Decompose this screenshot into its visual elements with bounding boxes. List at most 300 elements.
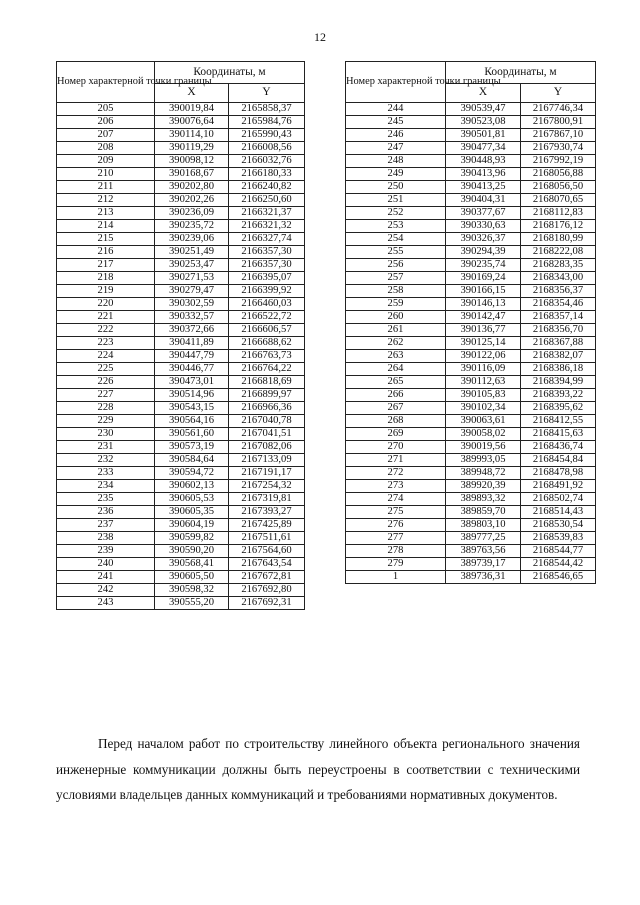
cell-point-number: 263 [346, 350, 446, 363]
cell-y: 2168544,42 [521, 558, 596, 571]
cell-point-number: 233 [57, 467, 155, 480]
header-x: X [155, 84, 229, 103]
cell-point-number: 1 [346, 571, 446, 584]
cell-x: 390377,67 [446, 207, 521, 220]
header-y: Y [521, 84, 596, 103]
cell-point-number: 278 [346, 545, 446, 558]
cell-x: 390605,53 [155, 493, 229, 506]
table-row [57, 207, 305, 220]
cell-x: 389993,05 [446, 454, 521, 467]
cell-point-number: 256 [346, 259, 446, 272]
table-row [346, 454, 596, 467]
cell-x: 390239,06 [155, 233, 229, 246]
table-row [57, 129, 305, 142]
cell-x: 390514,96 [155, 389, 229, 402]
cell-x: 390539,47 [446, 103, 521, 116]
header-coordinates: Координаты, м [446, 62, 596, 84]
cell-y: 2166818,69 [229, 376, 305, 389]
table-row [346, 311, 596, 324]
table-row [57, 402, 305, 415]
page-number: 12 [314, 30, 326, 44]
cell-point-number: 208 [57, 142, 155, 155]
cell-x: 390590,20 [155, 545, 229, 558]
table-row [57, 337, 305, 350]
table-row [346, 155, 596, 168]
cell-point-number: 206 [57, 116, 155, 129]
table-row [346, 350, 596, 363]
cell-x: 390116,09 [446, 363, 521, 376]
cell-point-number: 207 [57, 129, 155, 142]
cell-y: 2168070,65 [521, 194, 596, 207]
cell-x: 390330,63 [446, 220, 521, 233]
cell-y: 2166522,72 [229, 311, 305, 324]
cell-x: 390105,83 [446, 389, 521, 402]
table-row [57, 415, 305, 428]
cell-point-number: 220 [57, 298, 155, 311]
cell-x: 390413,25 [446, 181, 521, 194]
cell-x: 389859,70 [446, 506, 521, 519]
cell-point-number: 226 [57, 376, 155, 389]
table-row [346, 233, 596, 246]
cell-x: 390543,15 [155, 402, 229, 415]
cell-y: 2166460,03 [229, 298, 305, 311]
cell-y: 2167319,81 [229, 493, 305, 506]
table-row [346, 441, 596, 454]
cell-y: 2168382,07 [521, 350, 596, 363]
cell-x: 390125,14 [446, 337, 521, 350]
cell-point-number: 214 [57, 220, 155, 233]
table-body-right [346, 103, 596, 584]
cell-y: 2166250,60 [229, 194, 305, 207]
cell-x: 390598,32 [155, 584, 229, 597]
table-row [346, 402, 596, 415]
table-row [346, 519, 596, 532]
cell-y: 2168343,00 [521, 272, 596, 285]
cell-x: 390146,13 [446, 298, 521, 311]
cell-x: 390251,49 [155, 246, 229, 259]
cell-y: 2166606,57 [229, 324, 305, 337]
table-row [57, 272, 305, 285]
cell-point-number: 239 [57, 545, 155, 558]
cell-x: 390019,84 [155, 103, 229, 116]
table-row [346, 207, 596, 220]
cell-point-number: 229 [57, 415, 155, 428]
cell-y: 2167692,80 [229, 584, 305, 597]
cell-x: 390076,64 [155, 116, 229, 129]
cell-x: 390555,20 [155, 597, 229, 610]
table-row [346, 194, 596, 207]
cell-x: 389920,39 [446, 480, 521, 493]
table-row [346, 467, 596, 480]
table-row [346, 376, 596, 389]
cell-x: 390102,34 [446, 402, 521, 415]
cell-point-number: 272 [346, 467, 446, 480]
cell-x: 390332,57 [155, 311, 229, 324]
cell-x: 390523,08 [446, 116, 521, 129]
table-row [57, 259, 305, 272]
cell-y: 2168386,18 [521, 363, 596, 376]
table-body-left [57, 103, 305, 610]
cell-point-number: 225 [57, 363, 155, 376]
cell-point-number: 215 [57, 233, 155, 246]
cell-point-number: 265 [346, 376, 446, 389]
cell-point-number: 211 [57, 181, 155, 194]
table-row [346, 246, 596, 259]
cell-point-number: 243 [57, 597, 155, 610]
cell-x: 390235,74 [446, 259, 521, 272]
cell-x: 389763,56 [446, 545, 521, 558]
cell-x: 390279,47 [155, 285, 229, 298]
table-row [57, 220, 305, 233]
cell-x: 390168,67 [155, 168, 229, 181]
cell-x: 390594,72 [155, 467, 229, 480]
table-row [57, 558, 305, 571]
cell-x: 390561,60 [155, 428, 229, 441]
table-row [57, 246, 305, 259]
cell-x: 389736,31 [446, 571, 521, 584]
cell-point-number: 242 [57, 584, 155, 597]
cell-x: 390564,16 [155, 415, 229, 428]
table-row [346, 181, 596, 194]
table-row [57, 571, 305, 584]
cell-point-number: 230 [57, 428, 155, 441]
table-row [57, 103, 305, 116]
cell-y: 2167254,32 [229, 480, 305, 493]
cell-y: 2168412,55 [521, 415, 596, 428]
cell-x: 390058,02 [446, 428, 521, 441]
table-row [346, 532, 596, 545]
table-row [57, 532, 305, 545]
cell-point-number: 228 [57, 402, 155, 415]
cell-point-number: 270 [346, 441, 446, 454]
cell-point-number: 219 [57, 285, 155, 298]
cell-x: 390112,63 [446, 376, 521, 389]
cell-y: 2168530,54 [521, 519, 596, 532]
cell-y: 2168394,99 [521, 376, 596, 389]
table-row [346, 168, 596, 181]
cell-y: 2166008,56 [229, 142, 305, 155]
cell-point-number: 262 [346, 337, 446, 350]
cell-x: 390294,39 [446, 246, 521, 259]
header-x: X [446, 84, 521, 103]
cell-point-number: 251 [346, 194, 446, 207]
cell-x: 390202,80 [155, 181, 229, 194]
cell-point-number: 205 [57, 103, 155, 116]
table-row [57, 116, 305, 129]
table-row [57, 389, 305, 402]
cell-y: 2166764,22 [229, 363, 305, 376]
cell-x: 390202,26 [155, 194, 229, 207]
cell-y: 2167746,34 [521, 103, 596, 116]
cell-point-number: 268 [346, 415, 446, 428]
cell-y: 2168415,63 [521, 428, 596, 441]
cell-point-number: 267 [346, 402, 446, 415]
cell-y: 2167800,91 [521, 116, 596, 129]
cell-y: 2166395,07 [229, 272, 305, 285]
table-row [57, 506, 305, 519]
table-row [57, 194, 305, 207]
cell-y: 2168283,35 [521, 259, 596, 272]
cell-point-number: 227 [57, 389, 155, 402]
table-row [57, 480, 305, 493]
table-row [57, 376, 305, 389]
cell-y: 2165984,76 [229, 116, 305, 129]
cell-point-number: 221 [57, 311, 155, 324]
cell-y: 2168357,14 [521, 311, 596, 324]
table-row [346, 285, 596, 298]
table-row [57, 168, 305, 181]
cell-point-number: 259 [346, 298, 446, 311]
cell-y: 2167867,10 [521, 129, 596, 142]
cell-point-number: 248 [346, 155, 446, 168]
cell-x: 389739,17 [446, 558, 521, 571]
table-row [57, 350, 305, 363]
cell-point-number: 253 [346, 220, 446, 233]
cell-y: 2167930,74 [521, 142, 596, 155]
cell-point-number: 271 [346, 454, 446, 467]
cell-y: 2166357,30 [229, 246, 305, 259]
cell-x: 390602,13 [155, 480, 229, 493]
cell-point-number: 273 [346, 480, 446, 493]
cell-x: 389803,10 [446, 519, 521, 532]
cell-y: 2166032,76 [229, 155, 305, 168]
table-row [346, 298, 596, 311]
cell-point-number: 247 [346, 142, 446, 155]
table-row [346, 259, 596, 272]
cell-y: 2166357,30 [229, 259, 305, 272]
header-y: Y [229, 84, 305, 103]
cell-x: 390169,24 [446, 272, 521, 285]
cell-point-number: 274 [346, 493, 446, 506]
cell-point-number: 212 [57, 194, 155, 207]
cell-x: 390142,47 [446, 311, 521, 324]
cell-point-number: 244 [346, 103, 446, 116]
cell-y: 2168356,70 [521, 324, 596, 337]
cell-y: 2167692,31 [229, 597, 305, 610]
table-row [57, 441, 305, 454]
cell-point-number: 252 [346, 207, 446, 220]
cell-y: 2167564,60 [229, 545, 305, 558]
table-row [57, 298, 305, 311]
cell-point-number: 260 [346, 311, 446, 324]
cell-x: 390473,01 [155, 376, 229, 389]
cell-x: 390446,77 [155, 363, 229, 376]
table-row [57, 545, 305, 558]
table-row [346, 415, 596, 428]
cell-x: 390302,59 [155, 298, 229, 311]
cell-point-number: 269 [346, 428, 446, 441]
cell-point-number: 224 [57, 350, 155, 363]
cell-y: 2167425,89 [229, 519, 305, 532]
cell-y: 2168502,74 [521, 493, 596, 506]
cell-y: 2167133,09 [229, 454, 305, 467]
cell-y: 2167041,51 [229, 428, 305, 441]
cell-point-number: 209 [57, 155, 155, 168]
cell-x: 390166,15 [446, 285, 521, 298]
cell-point-number: 240 [57, 558, 155, 571]
cell-x: 390019,56 [446, 441, 521, 454]
cell-y: 2166321,37 [229, 207, 305, 220]
table-row [346, 571, 596, 584]
table-row [57, 324, 305, 337]
cell-x: 390599,82 [155, 532, 229, 545]
cell-x: 390584,64 [155, 454, 229, 467]
cell-y: 2168539,83 [521, 532, 596, 545]
cell-y: 2168056,88 [521, 168, 596, 181]
cell-x: 390326,37 [446, 233, 521, 246]
cell-y: 2167082,06 [229, 441, 305, 454]
cell-y: 2167040,78 [229, 415, 305, 428]
cell-x: 390501,81 [446, 129, 521, 142]
table-row [346, 324, 596, 337]
cell-x: 390114,10 [155, 129, 229, 142]
table-row [346, 545, 596, 558]
table-row [57, 428, 305, 441]
cell-y: 2168454,84 [521, 454, 596, 467]
cell-y: 2167992,19 [521, 155, 596, 168]
cell-x: 390477,34 [446, 142, 521, 155]
table-row [346, 558, 596, 571]
cell-x: 390271,53 [155, 272, 229, 285]
cell-x: 390404,31 [446, 194, 521, 207]
table-row [57, 233, 305, 246]
table-row [57, 597, 305, 610]
table-row [57, 519, 305, 532]
cell-point-number: 241 [57, 571, 155, 584]
table-row [57, 285, 305, 298]
cell-point-number: 250 [346, 181, 446, 194]
table-row [57, 467, 305, 480]
cell-point-number: 255 [346, 246, 446, 259]
cell-y: 2166180,33 [229, 168, 305, 181]
cell-y: 2168180,99 [521, 233, 596, 246]
table-row [346, 428, 596, 441]
cell-point-number: 245 [346, 116, 446, 129]
cell-y: 2168056,50 [521, 181, 596, 194]
cell-y: 2167191,17 [229, 467, 305, 480]
table-row [346, 480, 596, 493]
table-row [57, 155, 305, 168]
cell-x: 389777,25 [446, 532, 521, 545]
coordinates-table-left [56, 61, 305, 610]
table-row [346, 506, 596, 519]
cell-point-number: 236 [57, 506, 155, 519]
cell-point-number: 210 [57, 168, 155, 181]
cell-point-number: 266 [346, 389, 446, 402]
cell-y: 2166899,97 [229, 389, 305, 402]
cell-x: 390568,41 [155, 558, 229, 571]
table-row [57, 493, 305, 506]
cell-y: 2168354,46 [521, 298, 596, 311]
table-row [57, 311, 305, 324]
table-row [57, 584, 305, 597]
table-row [57, 181, 305, 194]
cell-x: 390605,35 [155, 506, 229, 519]
cell-x: 390236,09 [155, 207, 229, 220]
table-row [346, 272, 596, 285]
cell-x: 390411,89 [155, 337, 229, 350]
cell-point-number: 257 [346, 272, 446, 285]
header-point-number: Номер характерной точки границы [57, 62, 155, 103]
cell-x: 390235,72 [155, 220, 229, 233]
cell-x: 390604,19 [155, 519, 229, 532]
cell-y: 2166327,74 [229, 233, 305, 246]
cell-point-number: 217 [57, 259, 155, 272]
cell-point-number: 264 [346, 363, 446, 376]
table-row [346, 493, 596, 506]
cell-x: 390372,66 [155, 324, 229, 337]
cell-x: 390119,29 [155, 142, 229, 155]
cell-point-number: 254 [346, 233, 446, 246]
cell-x: 390447,79 [155, 350, 229, 363]
cell-y: 2166240,82 [229, 181, 305, 194]
cell-y: 2168176,12 [521, 220, 596, 233]
cell-point-number: 276 [346, 519, 446, 532]
cell-x: 390413,96 [446, 168, 521, 181]
cell-point-number: 279 [346, 558, 446, 571]
cell-point-number: 237 [57, 519, 155, 532]
cell-y: 2168393,22 [521, 389, 596, 402]
cell-x: 389893,32 [446, 493, 521, 506]
table-row [57, 454, 305, 467]
cell-point-number: 222 [57, 324, 155, 337]
cell-x: 390063,61 [446, 415, 521, 428]
cell-point-number: 277 [346, 532, 446, 545]
cell-x: 389948,72 [446, 467, 521, 480]
cell-y: 2168395,62 [521, 402, 596, 415]
cell-y: 2168514,43 [521, 506, 596, 519]
table-row [346, 116, 596, 129]
cell-point-number: 216 [57, 246, 155, 259]
cell-point-number: 238 [57, 532, 155, 545]
cell-y: 2165990,43 [229, 129, 305, 142]
header-point-number: Номер характерной точки границы [346, 62, 446, 103]
table-row [346, 129, 596, 142]
cell-y: 2168546,65 [521, 571, 596, 584]
cell-x: 390605,50 [155, 571, 229, 584]
cell-y: 2167672,81 [229, 571, 305, 584]
table-row [346, 389, 596, 402]
table-row [346, 142, 596, 155]
cell-y: 2166763,73 [229, 350, 305, 363]
cell-point-number: 223 [57, 337, 155, 350]
table-row [346, 363, 596, 376]
cell-y: 2168491,92 [521, 480, 596, 493]
cell-x: 390098,12 [155, 155, 229, 168]
cell-y: 2165858,37 [229, 103, 305, 116]
cell-point-number: 234 [57, 480, 155, 493]
cell-point-number: 231 [57, 441, 155, 454]
table-row [346, 337, 596, 350]
cell-point-number: 249 [346, 168, 446, 181]
cell-x: 390573,19 [155, 441, 229, 454]
cell-y: 2168112,83 [521, 207, 596, 220]
cell-y: 2168544,77 [521, 545, 596, 558]
body-paragraph: Перед началом работ по строительству линейного объекта регионального значения инженерные коммуникации должны быть переустроены в соответствии с техническими условиями владельцев данных коммуникаций и требованиями нормативных документов. [56, 736, 580, 802]
cell-y: 2166966,36 [229, 402, 305, 415]
table-row [57, 363, 305, 376]
cell-x: 390253,47 [155, 259, 229, 272]
table-row [57, 142, 305, 155]
cell-point-number: 232 [57, 454, 155, 467]
cell-y: 2168356,37 [521, 285, 596, 298]
header-coordinates: Координаты, м [155, 62, 305, 84]
cell-y: 2166688,62 [229, 337, 305, 350]
cell-point-number: 218 [57, 272, 155, 285]
cell-point-number: 275 [346, 506, 446, 519]
cell-y: 2168367,88 [521, 337, 596, 350]
cell-point-number: 258 [346, 285, 446, 298]
